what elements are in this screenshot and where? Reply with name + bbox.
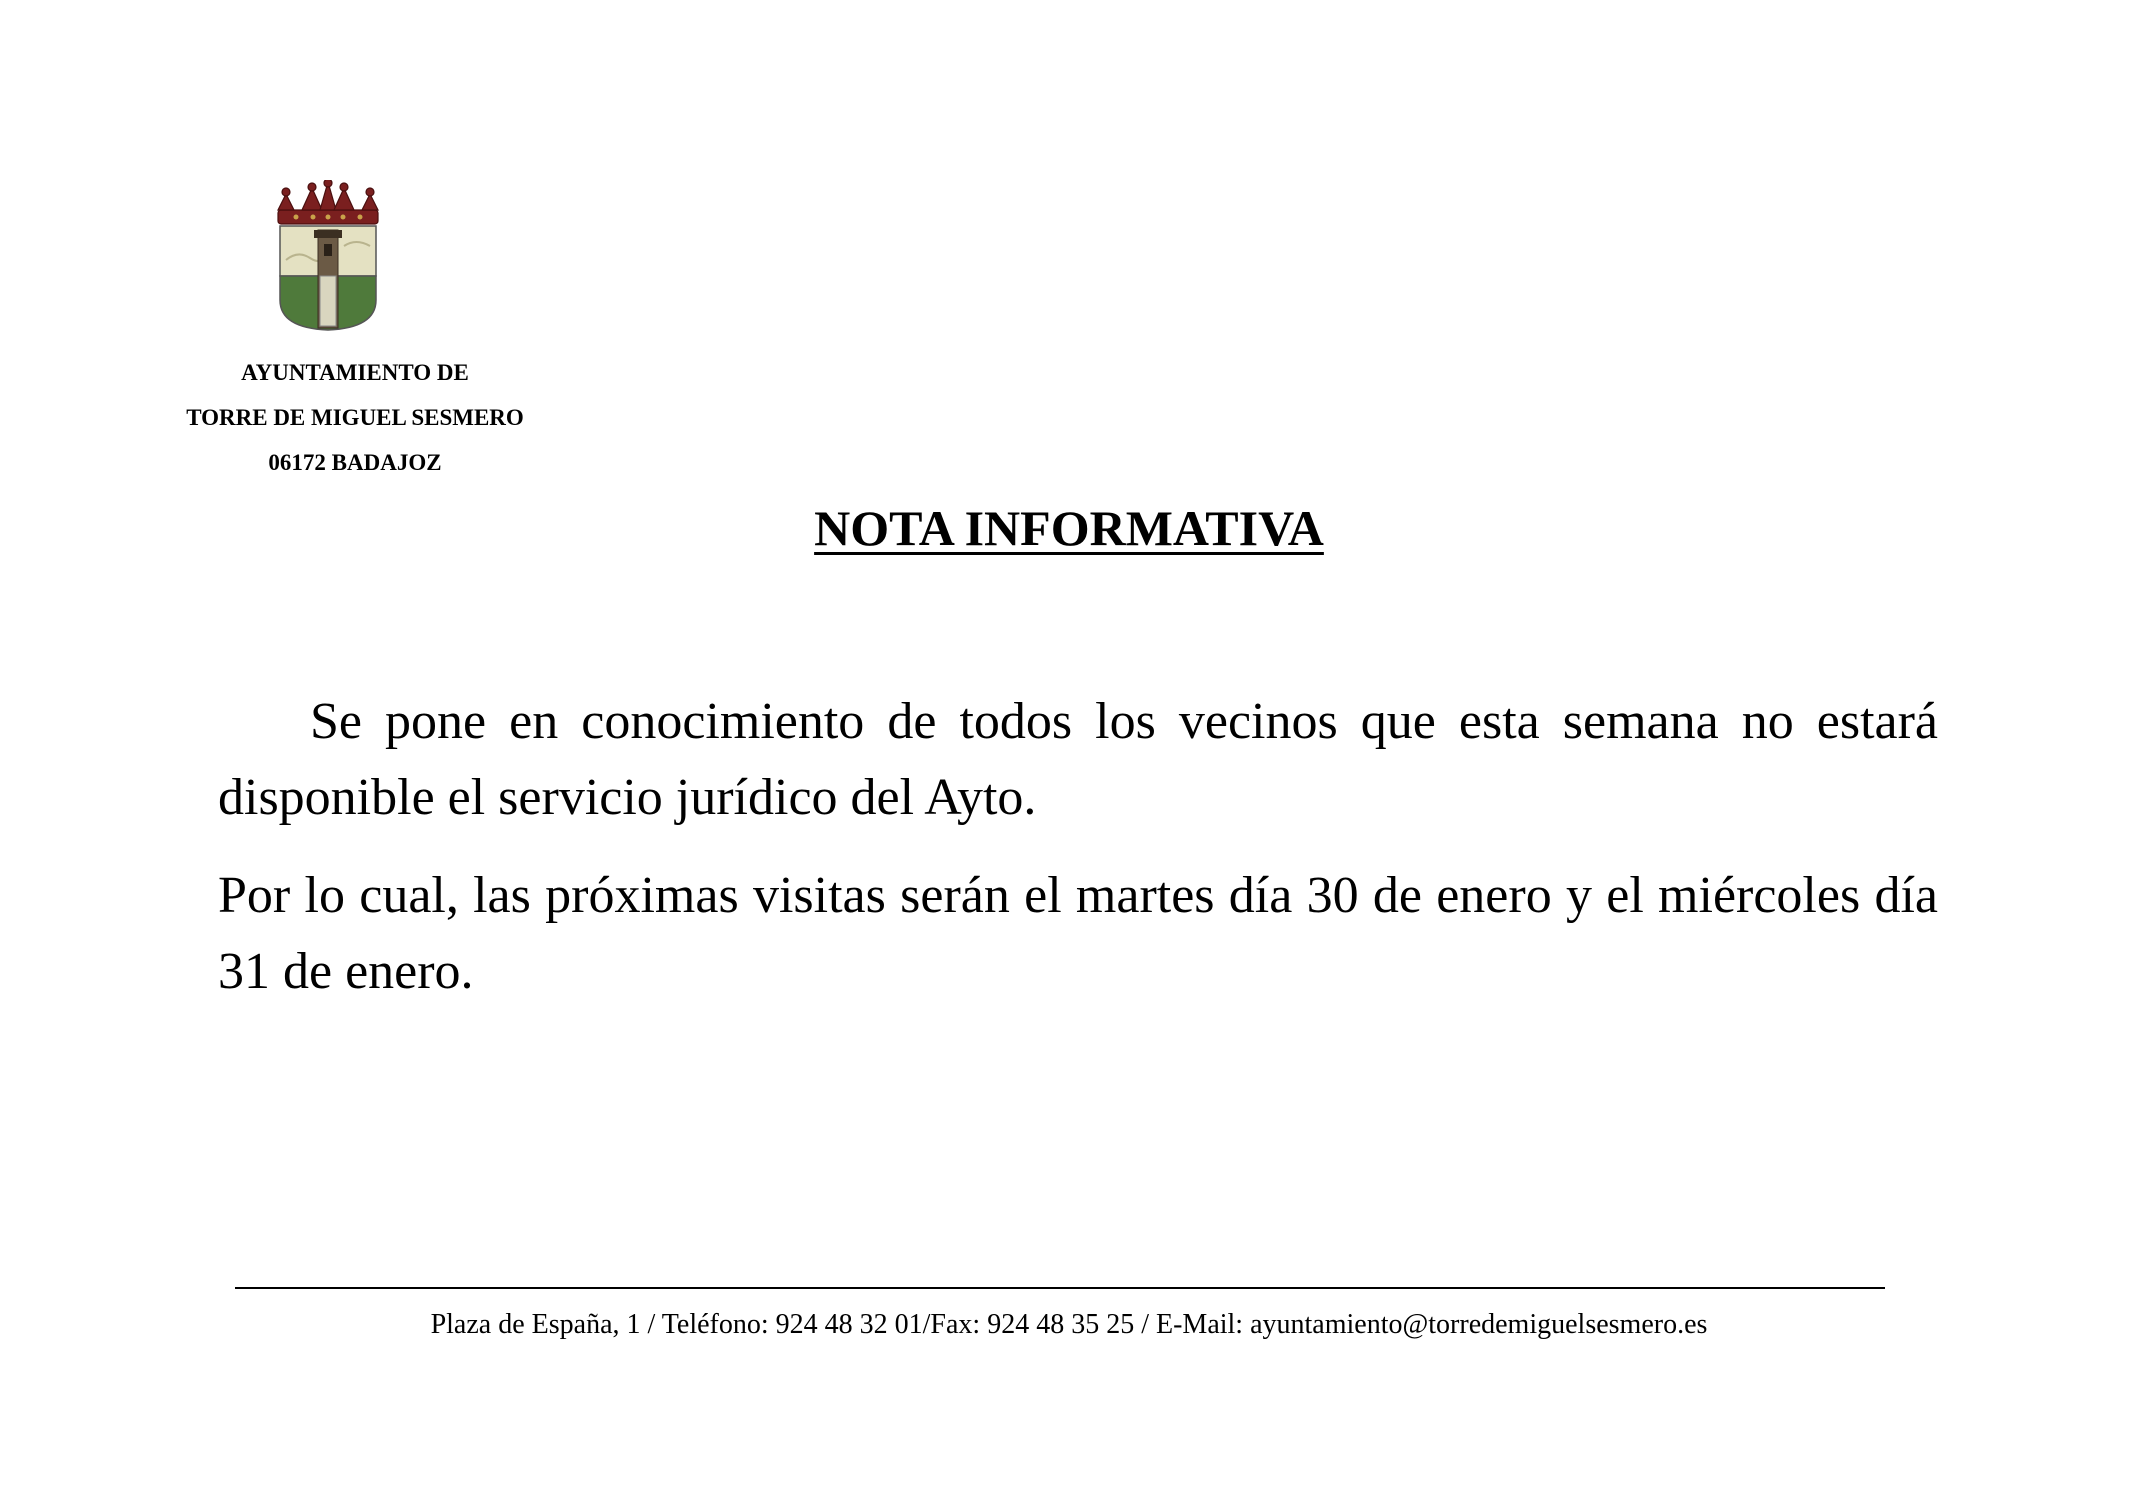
notice-body (218, 684, 1938, 1032)
notice-title-text: NOTA INFORMATIVA (814, 500, 1324, 556)
notice-paragraph-1: Se pone en conocimiento de todos los vecinos que esta semana no estará disponible el servicio jurídico del Ayto. (218, 693, 1938, 826)
issuer-line-1: AYUNTAMIENTO DE (241, 360, 469, 385)
notice-title (0, 497, 2138, 559)
footer-contact: Plaza de España, 1 / Teléfono: 924 48 32 01/Fax: 924 48 35 25 / E-Mail: ayuntamiento@torredemiguelsesmero.es (430, 1309, 1708, 1340)
issuer-line-3: 06172 BADAJOZ (268, 450, 442, 475)
municipal-coat-of-arms-icon (268, 180, 388, 332)
issuer-line-2: TORRE DE MIGUEL SESMERO (186, 405, 524, 430)
notice-paragraph-2: Por lo cual, las próximas visitas serán el martes día 30 de enero y el miércoles día 31 de enero. (218, 867, 1938, 1000)
footer-divider (235, 1287, 1885, 1289)
issuer-block (150, 350, 560, 485)
